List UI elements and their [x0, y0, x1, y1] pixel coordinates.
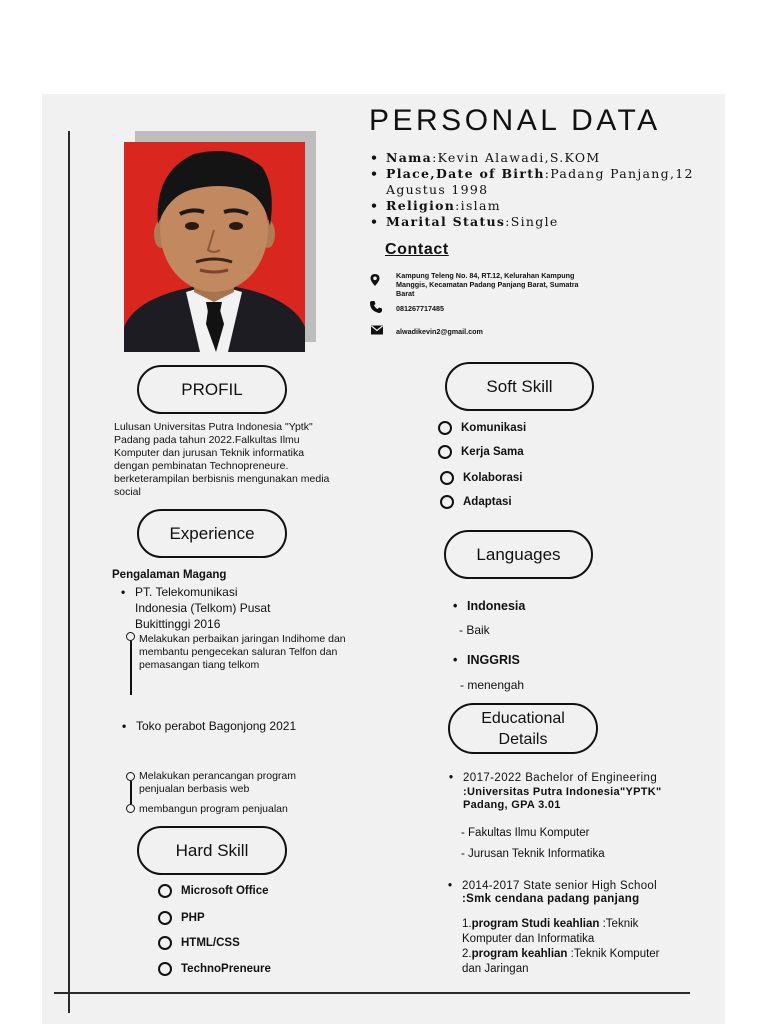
circle-bullet-icon	[158, 884, 172, 898]
experience-heading: Experience	[137, 509, 287, 558]
timeline-dot	[126, 632, 135, 641]
education-1-detail: - Jurusan Teknik Informatika	[461, 848, 605, 860]
mail-icon	[370, 323, 384, 337]
soft-skill-item: Komunikasi	[438, 421, 526, 435]
languages-heading: Languages	[444, 530, 593, 579]
contact-address: Kampung Teleng No. 84, RT.12, Kelurahan Kampung Manggis, Kecamatan Padang Panjang Barat, Sumatra Barat	[396, 271, 579, 298]
language-name: • Indonesia	[467, 598, 525, 614]
bottom-border-line	[54, 992, 690, 994]
hard-skill-item: TechnoPreneure	[158, 962, 271, 976]
language-level: - menengah	[460, 678, 525, 692]
contact-phone: 081267717485	[396, 304, 444, 313]
timeline-line	[130, 641, 132, 695]
timeline-line	[130, 781, 132, 804]
education-2-list-item: 2.program keahlian :Teknik Komputer dan Jaringan	[462, 948, 660, 975]
hard-skill-item: PHP	[158, 911, 205, 925]
education-2-period: • 2014-2017 State senior High School	[462, 878, 657, 894]
profil-heading: PROFIL	[137, 365, 287, 414]
circle-bullet-icon	[158, 911, 172, 925]
language-level: - Baik	[459, 623, 490, 637]
education-1-school: :Universitas Putra Indonesia"YPTK" Padang, GPA 3.01	[463, 786, 662, 811]
left-border-line	[68, 131, 70, 1013]
timeline-dot	[126, 804, 135, 813]
experience-job-2: • Toko perabot Bagonjong 2021	[136, 718, 306, 734]
circle-bullet-icon	[438, 445, 452, 459]
personal-item-name: • Nama:Kevin Alawadi,S.KOM	[370, 150, 715, 166]
circle-bullet-icon	[158, 936, 172, 950]
circle-bullet-icon	[158, 962, 172, 976]
circle-bullet-icon	[440, 495, 454, 509]
education-2-school: :Smk cendana padang panjang	[462, 893, 640, 905]
experience-job-1-description: Melakukan perbaikan jaringan Indihome dan membantu pengecekan saluran Telfon dan pemasangan tiang telkom	[139, 633, 346, 671]
personal-data-list	[370, 150, 715, 230]
education-2-list-item: 1.program Studi keahlian :Teknik Komputer dan Informatika	[462, 918, 639, 945]
soft-skill-heading: Soft Skill	[445, 362, 594, 411]
contact-email: alwadikevin2@gmail.com	[396, 327, 483, 336]
circle-bullet-icon	[438, 421, 452, 435]
profile-photo	[124, 142, 305, 352]
language-name: • INGGRIS	[467, 652, 520, 668]
contact-heading: Contact	[385, 241, 449, 258]
experience-job-2-description-2: membangun program penjualan	[139, 803, 288, 815]
personal-item-birth: • Place,Date of Birth:Padang Panjang,12 Agustus 1998	[370, 166, 715, 198]
personal-item-marital: • Marital Status:Single	[370, 214, 715, 230]
education-1-detail: - Fakultas Ilmu Komputer	[461, 827, 590, 839]
timeline-dot	[126, 772, 135, 781]
experience-job-1: • PT. Telekomunikasi Indonesia (Telkom) Pusat Bukittinggi 2016	[135, 584, 285, 632]
hard-skill-item: Microsoft Office	[158, 884, 269, 898]
location-pin-icon	[368, 273, 382, 287]
hard-skill-heading: Hard Skill	[137, 826, 287, 875]
education-heading: Educational Details	[448, 703, 598, 754]
experience-subheading: Pengalaman Magang	[112, 569, 227, 581]
phone-icon	[369, 300, 383, 314]
circle-bullet-icon	[440, 471, 454, 485]
profil-text: Lulusan Universitas Putra Indonesia "Yptk" Padang pada tahun 2022.Falkultas Ilmu Komputer dan jurusan Teknik informatika dengan pembinatan Technopreneure. berketerampilan berbisnis mengunakan media social	[114, 421, 330, 498]
soft-skill-item: Adaptasi	[440, 495, 512, 509]
soft-skill-item: Kerja Sama	[438, 445, 524, 459]
hard-skill-item: HTML/CSS	[158, 936, 240, 950]
personal-item-religion: • Religion:islam	[370, 198, 715, 214]
education-1-period: • 2017-2022 Bachelor of Engineering	[463, 770, 657, 786]
experience-job-2-description-1: Melakukan perancangan program penjualan berbasis web	[139, 770, 297, 795]
page-title: PERSONAL DATA	[369, 104, 661, 137]
soft-skill-item: Kolaborasi	[440, 471, 522, 485]
